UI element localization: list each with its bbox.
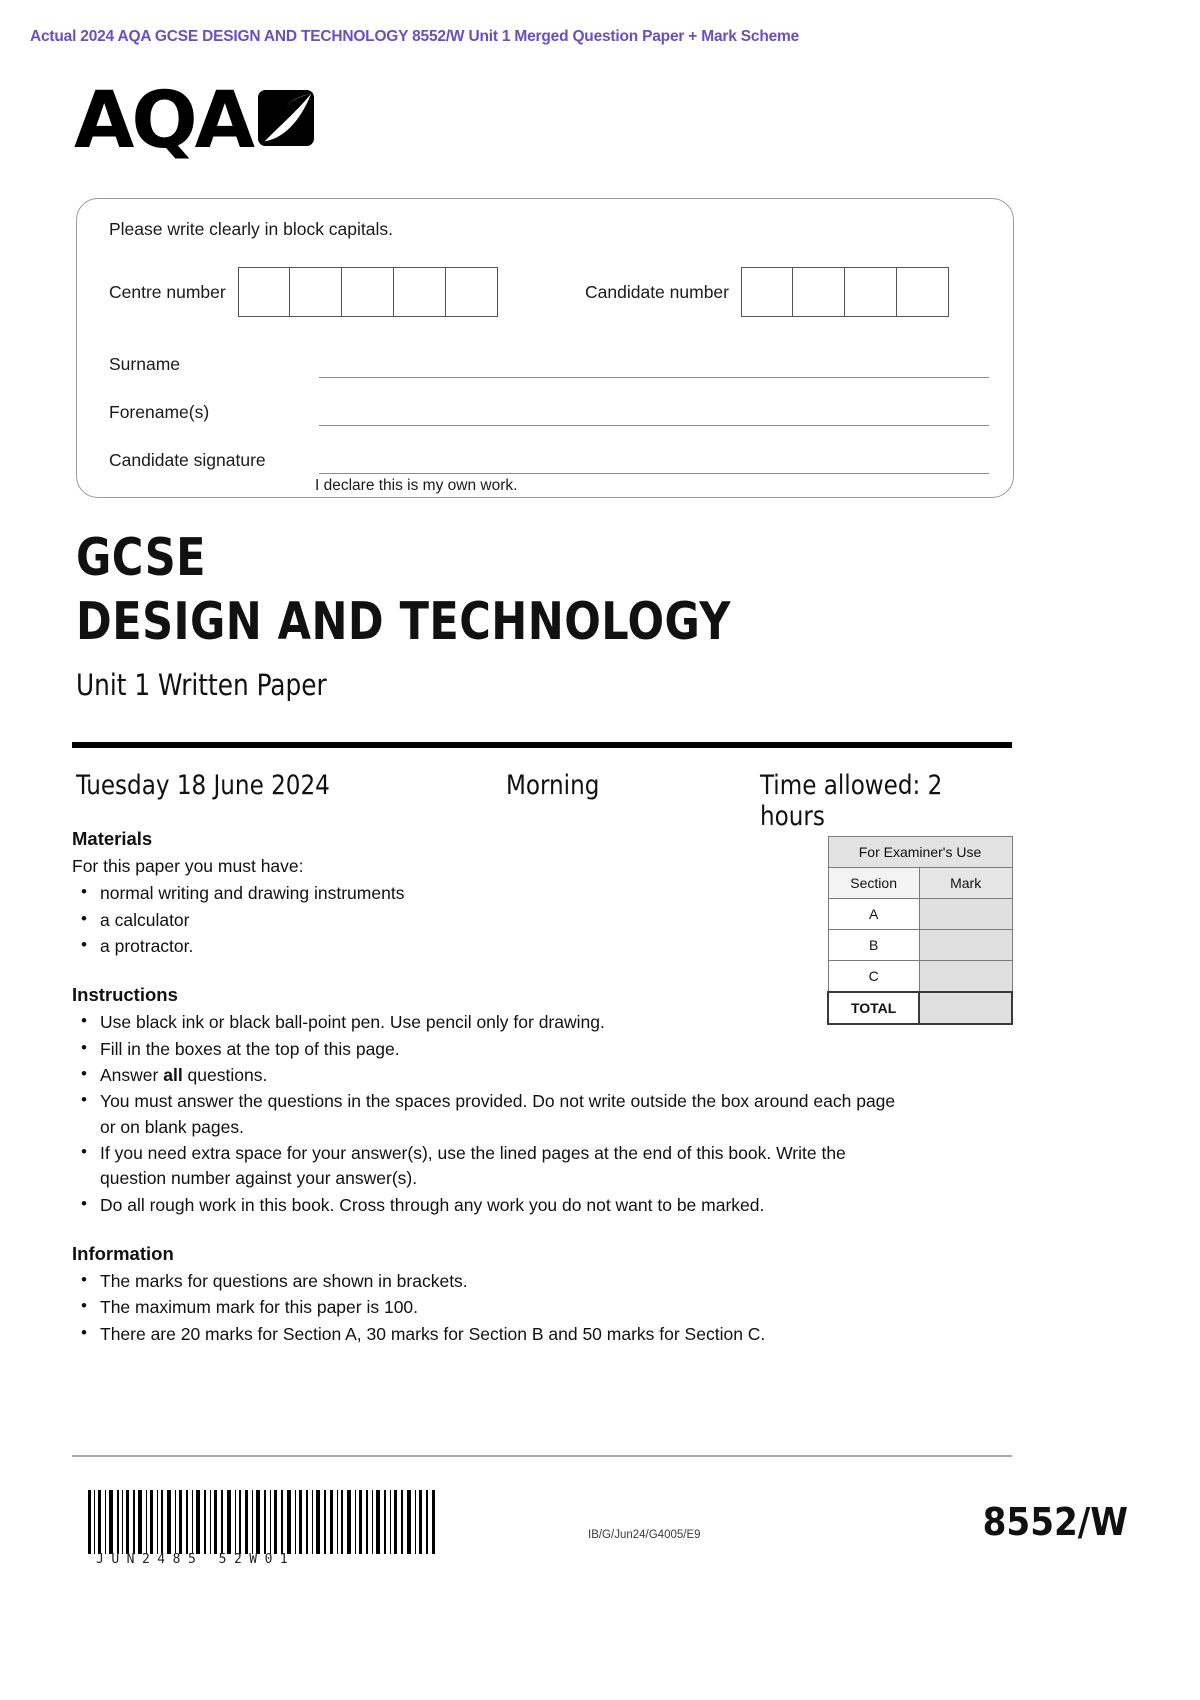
- centre-number-row: [109, 267, 498, 317]
- paper-code: 8552/W: [982, 1500, 1128, 1544]
- centre-number-cell[interactable]: [394, 267, 446, 317]
- barcode-image: [86, 1490, 438, 1554]
- candidate-number-row: [585, 267, 949, 317]
- spacer: [72, 1219, 902, 1241]
- section-label-a: A: [828, 899, 919, 930]
- list-item: • Fill in the boxes at the top of this page.: [98, 1037, 902, 1062]
- surname-row: [109, 351, 989, 378]
- candidate-number-cell[interactable]: [845, 267, 897, 317]
- exam-session: Morning: [506, 770, 600, 801]
- page-annotation: Actual 2024 AQA GCSE DESIGN AND TECHNOLOGY 8552/W Unit 1 Merged Question Paper + Mark Scheme: [30, 28, 800, 45]
- list-item: • The marks for questions are shown in brackets.: [98, 1269, 902, 1294]
- list-item: • Answer all questions.: [98, 1063, 902, 1088]
- block-capitals-note: Please write clearly in block capitals.: [109, 219, 394, 239]
- mark-field-c[interactable]: [919, 961, 1012, 993]
- barcode-value: JUN2485 52W01: [96, 1552, 296, 1567]
- centre-number-input[interactable]: [238, 267, 498, 317]
- centre-number-label: Centre number: [109, 281, 226, 302]
- materials-list: [72, 881, 902, 959]
- column-header-section: Section: [828, 868, 919, 899]
- total-mark-field[interactable]: [919, 992, 1012, 1024]
- list-item: • There are 20 marks for Section A, 30 marks for Section B and 50 marks for Section C.: [98, 1322, 902, 1347]
- surname-label: Surname: [109, 354, 181, 374]
- cover-body: [72, 826, 902, 1348]
- unit-title: Unit 1 Written Paper: [76, 668, 327, 702]
- column-header-mark: Mark: [919, 868, 1012, 899]
- candidate-number-cell[interactable]: [793, 267, 845, 317]
- subject-title: DESIGN AND TECHNOLOGY: [76, 592, 731, 652]
- aqa-leaf-icon: [258, 90, 314, 146]
- signature-row: [109, 447, 989, 474]
- spacer: [72, 960, 902, 982]
- candidate-details-box: [76, 198, 1014, 498]
- mark-field-b[interactable]: [919, 930, 1012, 961]
- candidate-number-cell[interactable]: [741, 267, 793, 317]
- forenames-input[interactable]: [319, 399, 989, 426]
- information-heading: Information: [72, 1243, 174, 1265]
- exam-date: Tuesday 18 June 2024: [76, 770, 330, 801]
- candidate-number-input[interactable]: [741, 267, 949, 317]
- table-row: [828, 899, 1012, 930]
- centre-number-cell[interactable]: [238, 267, 290, 317]
- list-item: • a protractor.: [98, 934, 902, 959]
- list-item: • The maximum mark for this paper is 100.: [98, 1295, 902, 1320]
- examiner-use-table: [827, 836, 1013, 1025]
- instructions-heading: Instructions: [72, 984, 178, 1006]
- list-item: • You must answer the questions in the spaces provided. Do not write outside the box around each page or on blank pages.: [98, 1089, 902, 1140]
- centre-number-cell[interactable]: [290, 267, 342, 317]
- qualification-title: GCSE: [76, 528, 207, 588]
- forenames-row: [109, 399, 989, 426]
- declaration-text: I declare this is my own work.: [315, 477, 518, 494]
- signature-label: Candidate signature: [109, 450, 266, 470]
- materials-heading: Materials: [72, 828, 153, 849]
- candidate-number-label: Candidate number: [585, 281, 729, 302]
- barcode-svg: [86, 1490, 438, 1554]
- surname-input[interactable]: [319, 351, 989, 378]
- aqa-logo: [74, 76, 314, 166]
- list-item: • a calculator: [98, 908, 902, 933]
- table-row-total: [828, 992, 1012, 1024]
- materials-intro: For this paper you must have:: [72, 855, 304, 876]
- table-row: [828, 868, 1012, 899]
- exam-time-allowed: Time allowed: 2 hours: [760, 770, 943, 832]
- information-list: [72, 1269, 902, 1347]
- centre-number-cell[interactable]: [342, 267, 394, 317]
- title-divider: [72, 742, 1012, 748]
- list-item: • Do all rough work in this book. Cross through any work you do not want to be marked.: [98, 1193, 902, 1218]
- list-item: • If you need extra space for your answer(s), use the lined pages at the end of this book. Write the question number against your answer(s).: [98, 1141, 902, 1192]
- table-row: [828, 930, 1012, 961]
- total-label: TOTAL: [828, 992, 919, 1024]
- mark-field-a[interactable]: [919, 899, 1012, 930]
- centre-number-cell[interactable]: [446, 267, 498, 317]
- table-row: [828, 837, 1012, 868]
- section-label-c: C: [828, 961, 919, 993]
- aqa-logo-text: AQA: [74, 76, 253, 166]
- footer-divider: [72, 1455, 1012, 1457]
- instructions-list: [72, 1010, 902, 1218]
- examiner-table-title: For Examiner's Use: [828, 837, 1012, 868]
- section-label-b: B: [828, 930, 919, 961]
- table-row: [828, 961, 1012, 993]
- forenames-label: Forename(s): [109, 402, 210, 422]
- candidate-number-cell[interactable]: [897, 267, 949, 317]
- list-item: • normal writing and drawing instruments: [98, 881, 902, 906]
- paper-reference: IB/G/Jun24/G4005/E9: [588, 1529, 701, 1541]
- signature-input[interactable]: [319, 447, 989, 474]
- list-item: • Use black ink or black ball-point pen. Use pencil only for drawing.: [98, 1010, 902, 1035]
